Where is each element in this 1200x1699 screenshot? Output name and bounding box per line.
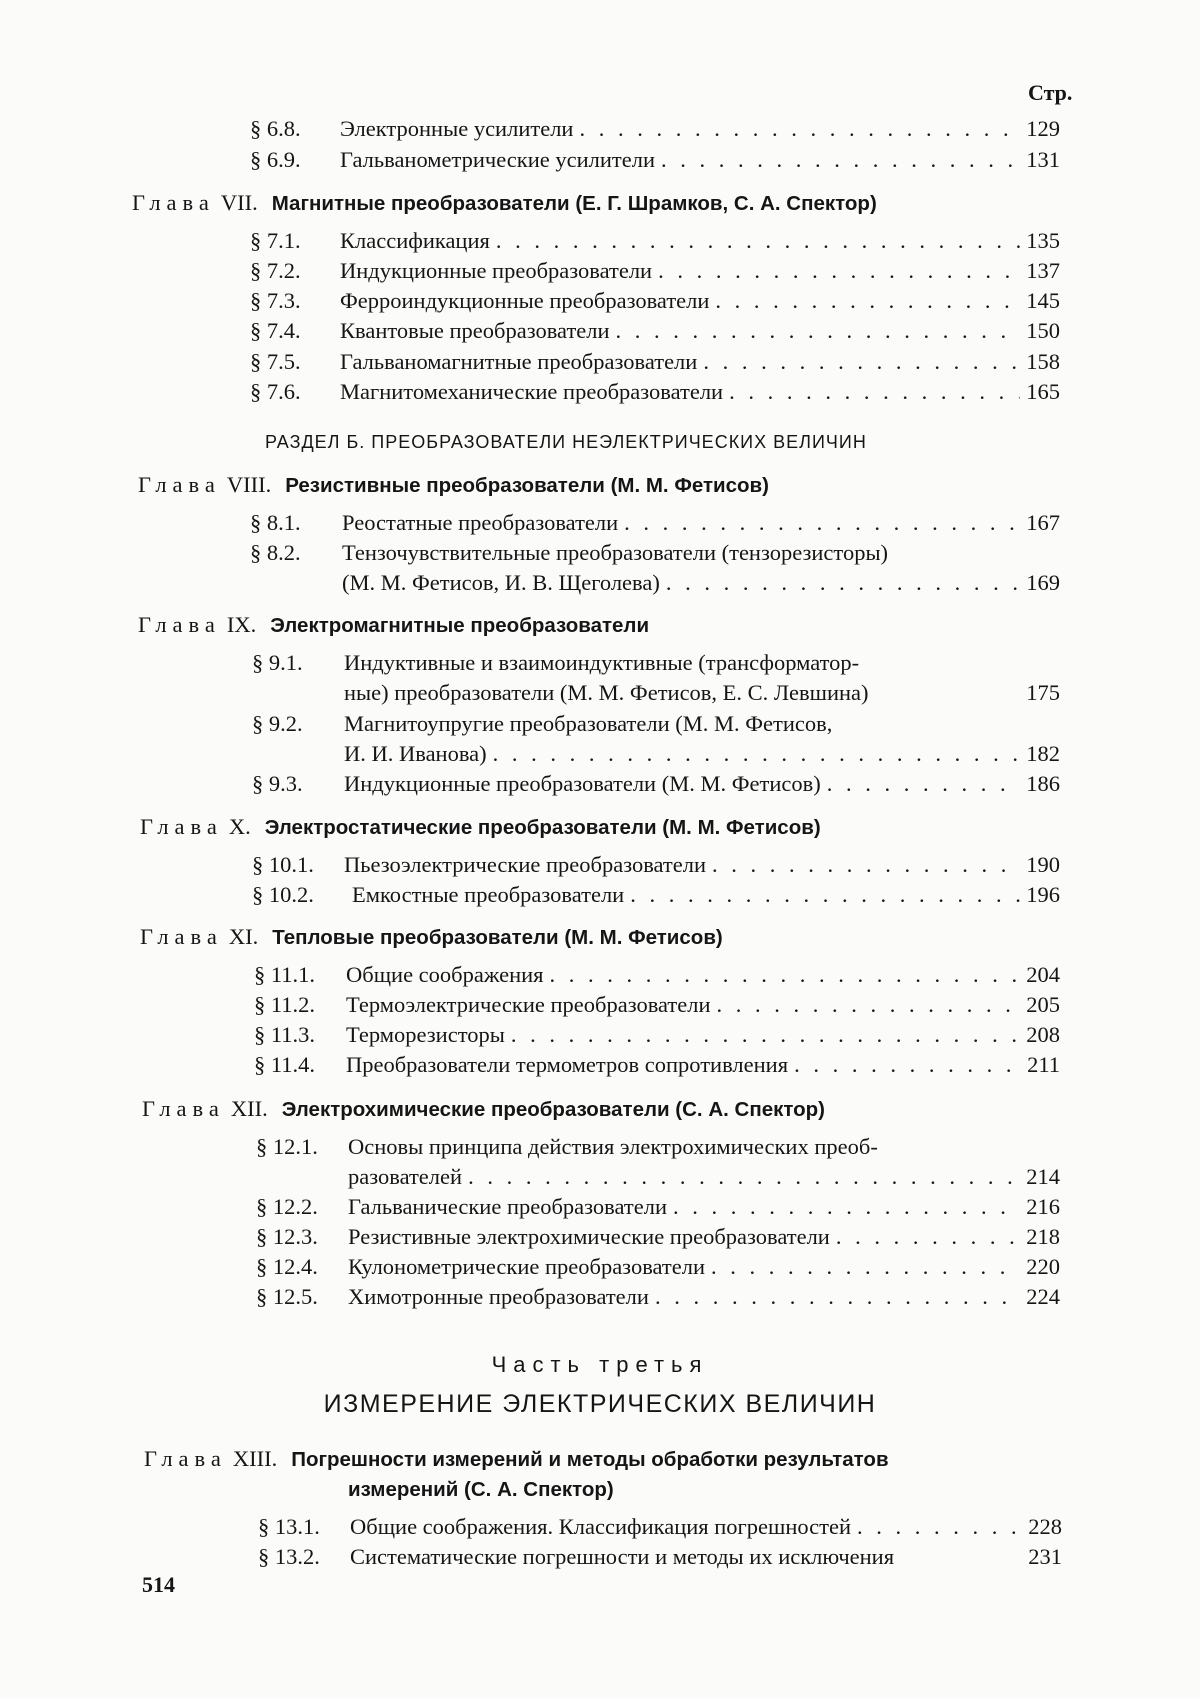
toc-entry[interactable]: § 11.1. Общие соображения . . . 204 — [254, 962, 1060, 988]
page-number: 211 — [1027, 1052, 1060, 1077]
leader-dots — [857, 1514, 1022, 1540]
toc-entry[interactable]: § 6.8. Электронные усилители . . . 129 — [250, 116, 1060, 142]
chapter-heading[interactable]: Глава XIII. Погрешности измерений и методы обработки результатов — [144, 1446, 889, 1471]
page-number: 196 — [1026, 882, 1060, 907]
toc-entry[interactable]: § 7.1. Классификация . . . 135 — [250, 228, 1060, 254]
toc-entry[interactable]: § 11.2. Термоэлектрические преобразователи . . . 205 — [254, 992, 1060, 1018]
leader-dots — [836, 1224, 1020, 1250]
leader-dots — [661, 147, 1020, 173]
page-number: 158 — [1026, 349, 1060, 374]
leader-dots — [715, 288, 1020, 314]
toc-entry[interactable]: § 13.1. Общие соображения. Классификация погрешностей . . . 228 — [258, 1514, 1062, 1540]
page-number: 231 — [1028, 1544, 1062, 1569]
page-number: 150 — [1026, 318, 1060, 343]
page-number: 131 — [1026, 147, 1060, 172]
toc-entry-continuation: (М. М. Фетисов, И. В. Щеголева) . . . 169 — [342, 570, 1060, 596]
leader-dots — [496, 228, 1020, 254]
toc-entry[interactable]: § 10.2. Емкостные преобразователи . . . 196 — [252, 882, 1060, 908]
leader-dots — [658, 258, 1020, 284]
toc-entry[interactable]: § 12.3. Резистивные электрохимические преобразователи . . . 218 — [256, 1224, 1060, 1250]
leader-dots — [630, 882, 1020, 908]
page-number: 224 — [1026, 1284, 1060, 1309]
toc-entry[interactable]: § 8.1. Реостатные преобразователи . . . 167 — [250, 510, 1060, 536]
leader-dots — [468, 1164, 1020, 1190]
page-column-header: Стр. — [1028, 80, 1073, 105]
page-number: 135 — [1026, 228, 1060, 253]
toc-entry[interactable]: § 11.4. Преобразователи термометров сопротивления . . . 211 — [254, 1052, 1060, 1078]
leader-dots — [624, 510, 1020, 536]
page-number: 129 — [1026, 116, 1060, 141]
chapter-heading[interactable]: Глава X. Электростатические преобразователи (М. М. Фетисов) — [140, 814, 821, 839]
toc-entry[interactable]: § 7.3. Ферроиндукционные преобразователи . . . 145 — [250, 288, 1060, 314]
toc-entry-multiline[interactable]: § 9.2. Магнитоупругие преобразователи (М. М. Фетисов, — [252, 711, 833, 736]
toc-entry[interactable]: § 13.2. Систематические погрешности и методы их исключения 231 — [258, 1544, 1062, 1569]
chapter-heading-continuation: измерений (С. А. Спектор) — [348, 1478, 614, 1501]
toc-entry-continuation: разователей . . . 214 — [348, 1164, 1060, 1190]
page-number: 169 — [1026, 570, 1060, 595]
footer-page-number: 514 — [142, 1572, 175, 1597]
toc-entry-continuation: ные) преобразователи (М. М. Фетисов, Е. С. Левшина) 175 — [344, 680, 1060, 705]
chapter-heading[interactable]: Глава VII. Магнитные преобразователи (Е. Г. Шрамков, С. А. Спектор) — [132, 190, 877, 215]
page-number: 214 — [1026, 1164, 1060, 1189]
chapter-heading[interactable]: Глава VIII. Резистивные преобразователи (М. М. Фетисов) — [138, 472, 769, 497]
toc-entry-continuation: И. И. Иванова) . . . 182 — [344, 741, 1060, 767]
page-number: 182 — [1026, 741, 1060, 766]
part-title: ИЗМЕРЕНИЕ ЭЛЕКТРИЧЕСКИХ ВЕЛИЧИН — [323, 1390, 877, 1418]
chapter-heading[interactable]: Глава XII. Электрохимические преобразователи (С. А. Спектор) — [142, 1096, 826, 1121]
leader-dots — [550, 962, 1021, 988]
page-number: 137 — [1026, 258, 1060, 283]
toc-entry[interactable]: § 6.9. Гальванометрические усилители . . . 131 — [250, 147, 1060, 173]
leader-dots — [655, 1284, 1020, 1310]
leader-dots — [666, 570, 1020, 596]
page-number: 205 — [1026, 992, 1060, 1017]
chapter-heading[interactable]: Глава XI. Тепловые преобразователи (М. М. Фетисов) — [140, 924, 723, 949]
page-number: 204 — [1026, 962, 1060, 987]
toc-entry[interactable]: § 10.1. Пьезоэлектрические преобразователи . . . 190 — [252, 852, 1060, 878]
toc-entry[interactable]: § 7.4. Квантовые преобразователи . . . 150 — [250, 318, 1060, 344]
leader-dots — [717, 992, 1021, 1018]
toc-entry[interactable]: § 7.2. Индукционные преобразователи . . . 137 — [250, 258, 1060, 284]
toc-entry[interactable]: § 12.4. Кулонометрические преобразователи . . . 220 — [256, 1254, 1060, 1280]
leader-dots — [673, 1194, 1020, 1220]
page-number: 190 — [1026, 852, 1060, 877]
leader-dots — [827, 771, 1021, 797]
page-number: 186 — [1026, 771, 1060, 796]
page-number: 167 — [1026, 510, 1060, 535]
toc-entry[interactable]: § 9.3. Индукционные преобразователи (М. М. Фетисов) . . . 186 — [252, 771, 1060, 797]
leader-dots — [579, 116, 1020, 142]
page-number: 165 — [1026, 379, 1060, 404]
chapter-heading[interactable]: Глава IX. Электромагнитные преобразователи — [138, 612, 650, 637]
page-number: 228 — [1028, 1514, 1062, 1539]
toc-entry[interactable]: § 7.6. Магнитомеханические преобразователи . . . 165 — [250, 379, 1060, 405]
toc-entry[interactable]: § 11.3. Терморезисторы . . . 208 — [254, 1022, 1060, 1048]
section-heading: РАЗДЕЛ Б. ПРЕОБРАЗОВАТЕЛИ НЕЭЛЕКТРИЧЕСКИХ ВЕЛИЧИН — [265, 432, 867, 452]
toc-entry[interactable]: § 7.5. Гальваномагнитные преобразователи . . . 158 — [250, 349, 1060, 375]
page-number: 175 — [1026, 680, 1060, 705]
page-number: 216 — [1026, 1194, 1060, 1219]
toc-entry[interactable]: § 12.5. Химотронные преобразователи . . . 224 — [256, 1284, 1060, 1310]
leader-dots — [703, 349, 1020, 375]
leader-dots — [493, 741, 1021, 767]
part-label: Часть третья — [491, 1352, 709, 1377]
page-number: 220 — [1026, 1254, 1060, 1279]
toc-entry[interactable]: § 12.2. Гальванические преобразователи . . . 216 — [256, 1194, 1060, 1220]
leader-dots — [729, 379, 1020, 405]
page-number: 208 — [1026, 1022, 1060, 1047]
leader-dots — [712, 852, 1020, 878]
leader-dots — [616, 318, 1021, 344]
leader-dots — [794, 1052, 1021, 1078]
toc-entry-multiline[interactable]: § 12.1. Основы принципа действия электрохимических преоб- — [256, 1134, 878, 1159]
toc-entry-multiline[interactable]: § 9.1. Индуктивные и взаимоиндуктивные (трансформатор- — [252, 650, 860, 675]
leader-dots — [511, 1022, 1020, 1048]
leader-dots — [711, 1254, 1020, 1280]
toc-entry-multiline[interactable]: § 8.2. Тензочувствительные преобразователи (тензорезисторы) — [250, 540, 889, 565]
page-number: 145 — [1026, 288, 1060, 313]
page-number: 218 — [1026, 1224, 1060, 1249]
